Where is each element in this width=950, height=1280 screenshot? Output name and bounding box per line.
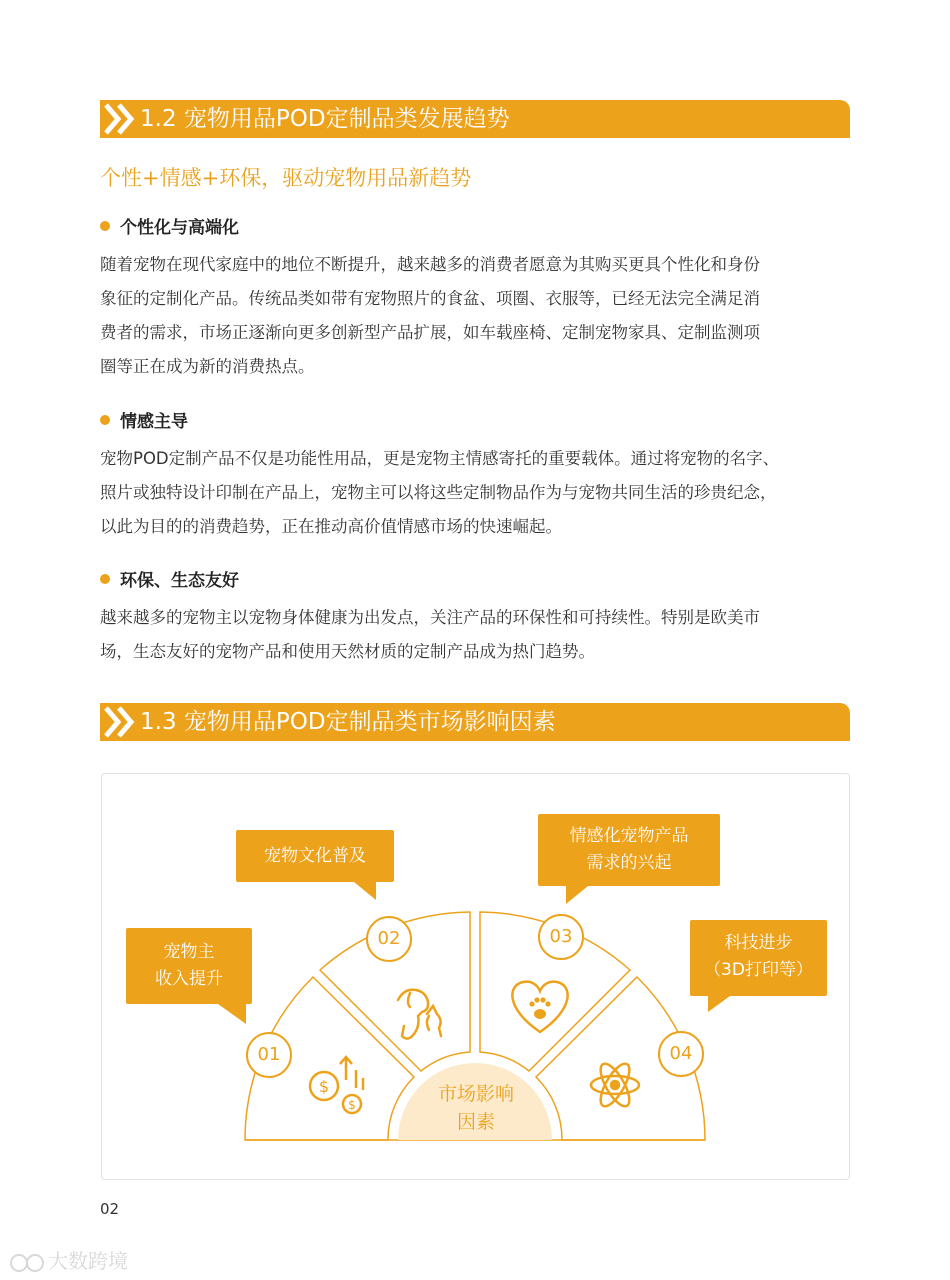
callout-tail	[566, 886, 588, 904]
callout-tail	[218, 1004, 246, 1024]
callout-line: 情感化宠物产品	[569, 826, 689, 846]
paragraph-line: 费者的需求，市场正逐渐向更多创新型产品扩展，如车载座椅、定制宠物家具、定制监测项	[100, 323, 760, 342]
bullet-heading-text: 个性化与高端化	[120, 218, 239, 238]
callout-tail	[354, 882, 376, 900]
factor-number-01: 01	[246, 1032, 292, 1078]
bullet-heading-text: 情感主导	[120, 412, 188, 432]
callout-tail	[708, 996, 730, 1012]
callout-line: 宠物文化普及	[264, 846, 366, 866]
center-label-line: 市场影响	[437, 1083, 514, 1105]
section-title: 1.2 宠物用品POD定制品类发展趋势	[140, 106, 510, 132]
watermark-logo-icon	[8, 1252, 48, 1274]
callout-technology	[690, 920, 827, 996]
callout-line: 科技进步	[724, 933, 793, 953]
bullet-heading-text: 环保、生态友好	[120, 571, 239, 591]
callout-pet-culture	[236, 830, 394, 882]
callout-income	[126, 928, 252, 1004]
paragraph-line: 场，生态友好的宠物产品和使用天然材质的定制产品成为热门趋势。	[100, 642, 595, 661]
callout-line: 收入提升	[155, 969, 223, 989]
page-number: 02	[100, 1200, 120, 1218]
watermark	[8, 1245, 128, 1274]
center-label	[425, 1080, 527, 1136]
factor-number-03: 03	[538, 914, 584, 960]
callout-line: （3D打印等）	[704, 960, 813, 980]
callout-line: 宠物主	[163, 942, 215, 962]
paragraph-line: 照片或独特设计印制在产品上，宠物主可以将这些定制物品作为与宠物共同生活的珍贵纪念，	[100, 483, 777, 502]
factor-number-02: 02	[366, 916, 412, 962]
paragraph-line: 越来越多的宠物主以宠物身体健康为出发点，关注产品的环保性和可持续性。特别是欧美市	[100, 608, 760, 627]
svg-text:$: $	[318, 1077, 330, 1096]
callout-emotional-demand	[538, 814, 720, 886]
paragraph-line: 随着宠物在现代家庭中的地位不断提升，越来越多的消费者愿意为其购买更具个性化和身份	[100, 255, 760, 274]
paragraph-line: 以此为目的的消费趋势，正在推动高价值情感市场的快速崛起。	[100, 517, 562, 536]
factor-number-04: 04	[658, 1031, 704, 1077]
paragraph-line: 圈等正在成为新的消费热点。	[100, 357, 315, 376]
svg-text:$: $	[348, 1098, 356, 1112]
section-title: 1.3 宠物用品POD定制品类市场影响因素	[140, 709, 556, 735]
callout-line: 需求的兴起	[586, 853, 672, 873]
paragraph-line: 宠物POD定制产品不仅是功能性用品，更是宠物主情感寄托的重要载体。通过将宠物的名字、	[100, 449, 780, 468]
watermark-text: 大数跨境	[48, 1249, 128, 1273]
subheading: 个性+情感+环保，驱动宠物用品新趋势	[100, 166, 472, 190]
paragraph-line: 象征的定制化产品。传统品类如带有宠物照片的食盆、项圈、衣服等，已经无法完全满足消	[100, 289, 760, 308]
center-label-line: 因素	[456, 1111, 495, 1133]
